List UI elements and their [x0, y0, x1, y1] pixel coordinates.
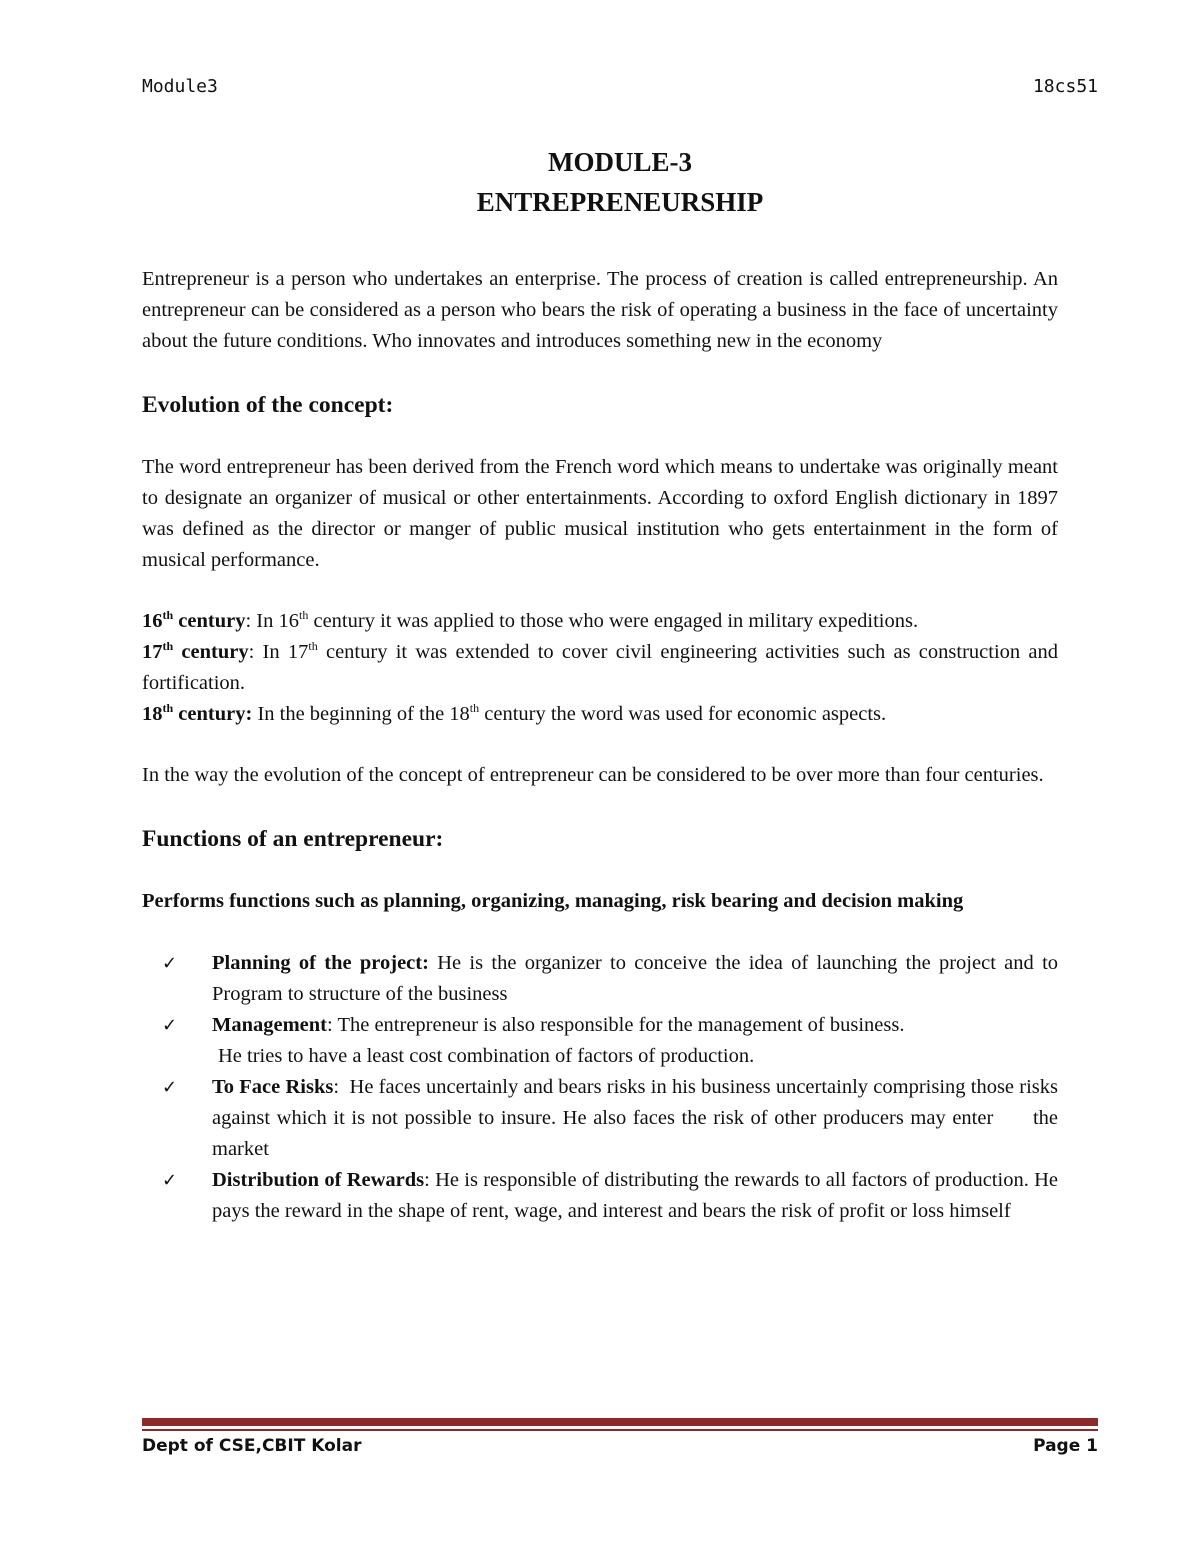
- evolution-paragraph: The word entrepreneur has been derived from the French word which means to undertake was originally meant to designate an organizer of musical or other entertainments. According to oxford English dictionary in 1897 was defined as the director or manger of public musical institution who gets entertainment in the form of musical performance.: [142, 456, 1058, 571]
- intro-paragraph: Entrepreneur is a person who undertakes an enterprise. The process of creation is called entrepreneurship. An entrepreneur can be considered as a person who bears the risk of operating a business in the face of uncertainty about the future conditions. Who innovates and introduces something new in the economy: [142, 268, 1058, 352]
- checkmark-icon: ✓: [162, 1077, 178, 1098]
- document-title: [142, 142, 1098, 222]
- page-header: [142, 76, 1098, 97]
- title-module: MODULE-3: [548, 147, 692, 177]
- page-footer: [142, 1436, 1098, 1456]
- functions-heading: Functions of an entrepreneur:: [142, 826, 444, 852]
- evolution-heading: Evolution of the concept:: [142, 392, 394, 418]
- century-item-16: 16th century: In 16th century it was applied to those who were engaged in military expeditions.: [142, 608, 919, 632]
- list-item-management: ✓ Management: The entrepreneur is also responsible for the management of business. He tries to have a least cost combination of factors of production.: [142, 1010, 1058, 1072]
- checkmark-icon: ✓: [162, 953, 178, 974]
- list-item-rewards: ✓ Distribution of Rewards: He is responsible of distributing the rewards to all factors of production. He pays the reward in the shape of rent, wage, and interest and bears the risk of profit or loss himself: [142, 1165, 1058, 1227]
- page-number: Page 1: [1033, 1436, 1098, 1456]
- footer-department: Dept of CSE,CBIT Kolar: [142, 1436, 362, 1456]
- footer-rule-thick: [142, 1418, 1098, 1426]
- list-item-planning: ✓ Planning of the project: He is the organizer to conceive the idea of launching the project and to Program to structure of the business: [142, 948, 1058, 1010]
- header-module-label: Module3: [142, 76, 218, 97]
- functions-subheading: Performs functions such as planning, organizing, managing, risk bearing and decision making: [142, 890, 964, 912]
- document-body: [142, 264, 1094, 1227]
- century-item-18: 18th century: In the beginning of the 18th century the word was used for economic aspects.: [142, 701, 887, 725]
- header-course-code: 18cs51: [1032, 76, 1098, 97]
- title-topic: ENTREPRENEURSHIP: [476, 187, 764, 217]
- century-list: [142, 606, 1058, 730]
- checkmark-icon: ✓: [162, 1170, 178, 1191]
- list-item-risks: ✓ To Face Risks: He faces uncertainly and bears risks in his business uncertainly comprising those risks against which it is not possible to insure. He also faces the risk of other producers may enter the market: [142, 1072, 1058, 1165]
- evolution-closing: In the way the evolution of the concept of entrepreneur can be considered to be over more than four centuries.: [142, 764, 1044, 786]
- century-item-17: 17th century: In 17th century it was extended to cover civil engineering activities such as construction and fortification.: [142, 639, 1058, 694]
- footer-rule-thin: [142, 1429, 1098, 1431]
- checkmark-icon: ✓: [162, 1015, 178, 1036]
- functions-list: [142, 948, 1094, 1227]
